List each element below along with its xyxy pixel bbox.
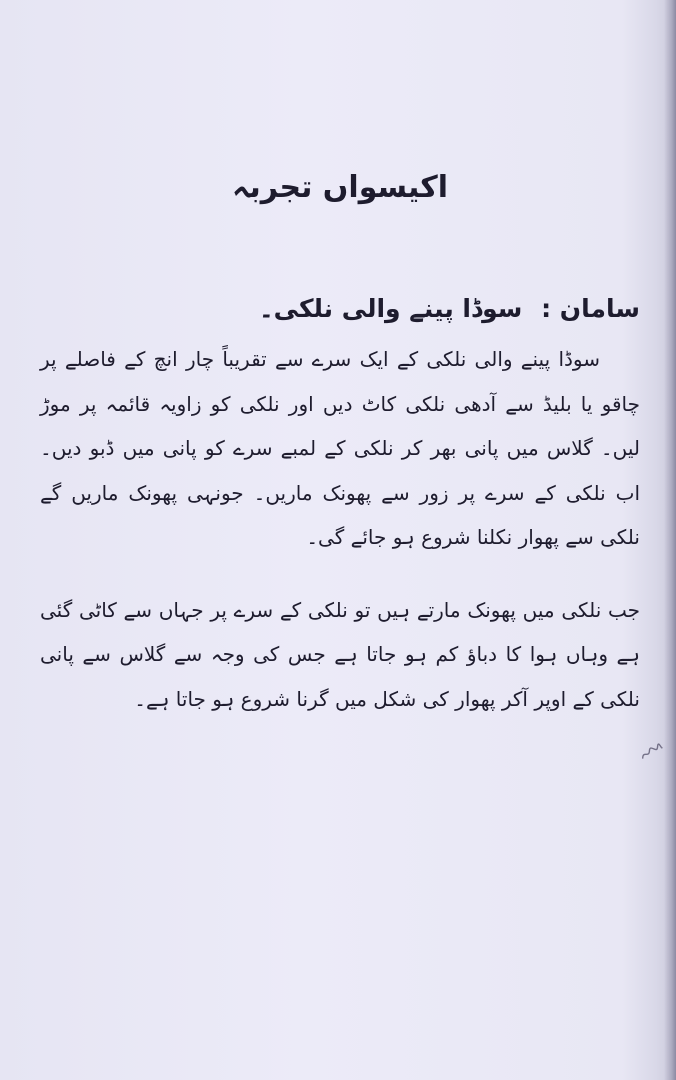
materials-value: سوڈا پینے والی نلکی۔ [259,294,523,323]
materials-label: سامان : [541,294,640,323]
page-content [40,170,640,721]
materials-line [40,289,640,329]
instructions-paragraph: سوڈا پینے والی نلکی کے ایک سرے سے تقریباً چار انچ کے فاصلے پر چاقو یا بلیڈ سے آدھی نلکی کاٹ دیں اور نلکی کو زاویہ قائمہ پر موڑ لیں۔ گلاس میں پانی بھر کر نلکی کے لمبے سرے کو پانی میں ڈبو دیں۔ اب نلکی کے سرے پر زور سے پھونک ماریں۔ جونہی پھونک ماریں گے نلکی سے پھوار نکلنا شروع ہو جائے گی۔ [40,347,640,549]
chapter-title: اکیسواں تجربہ [231,170,449,205]
margin-pencil-mark [638,741,665,762]
page-binding-edge [664,0,676,1080]
scribble-icon [638,741,665,762]
explanation-paragraph: جب نلکی میں پھونک مارتے ہیں تو نلکی کے سرے پر جہاں سے کاٹی گئی ہے وہاں ہوا کا دباؤ کم ہو جاتا ہے جس کی وجہ سے گلاس سے پانی نلکی کے اوپر آکر پھوار کی شکل میں گرنا شروع ہو جاتا ہے۔ [40,597,640,711]
